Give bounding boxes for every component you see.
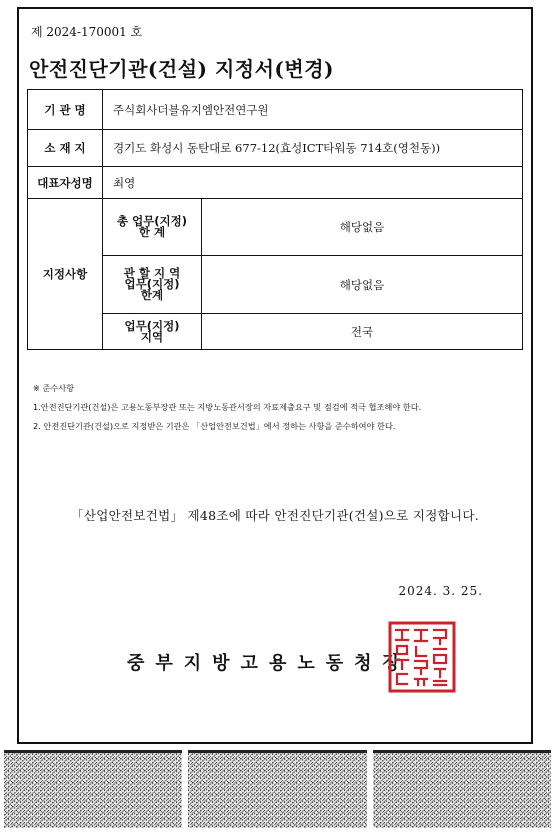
- row-address: [28, 130, 523, 167]
- designation-item-label: [103, 199, 202, 256]
- designation-item-value: 해당없음: [202, 199, 523, 256]
- rep-value: 최영: [103, 167, 523, 199]
- issuer-name: 중부지방고용노동청장: [127, 653, 411, 674]
- pattern-strip: [188, 750, 367, 828]
- page-title: 안전진단기관(건설) 지정서(변경): [29, 57, 334, 81]
- address-label: 소 재 지: [28, 130, 103, 167]
- compliance-notes: [33, 379, 421, 436]
- designation-label: 지정사항: [28, 199, 103, 350]
- label-line: 총 업무(지정): [116, 214, 188, 228]
- row-representative: [28, 167, 523, 199]
- org-value: 주식회사더블유지엠안전연구원: [103, 90, 523, 130]
- note-item: 1.안전진단기관(건설)은 고용노동부장관 또는 지방노동관서장의 자료제출요구 및 점검에 적극 협조해야 한다.: [33, 402, 422, 412]
- org-label: 기 관 명: [28, 90, 103, 130]
- row-org: [28, 90, 523, 130]
- rep-label: 대표자성명: [28, 167, 103, 199]
- label-line: 관 할 지 역: [123, 266, 181, 280]
- document-number: 제 2024-170001 호: [31, 25, 143, 39]
- label-line: 지역: [140, 329, 164, 344]
- note-item: 2. 안전진단기관(건설)으로 지정받은 기관은 「산업안전보건법」에서 정하는 사항을 준수하여야 한다.: [33, 421, 396, 431]
- address-value: 경기도 화성시 동탄대로 677-12(효성ICT타워동 714호(영천동)): [103, 130, 523, 167]
- row-designation-2: [28, 256, 523, 314]
- pattern-strip: [4, 750, 182, 828]
- designation-item-value: 전국: [202, 314, 523, 350]
- row-designation-3: [28, 314, 523, 350]
- info-table: [27, 89, 523, 350]
- designation-item-value: 해당없음: [202, 256, 523, 314]
- certificate: [17, 7, 533, 744]
- label-line: 업무(지정): [124, 277, 180, 291]
- label-line: 업무(지정): [124, 318, 180, 333]
- security-pattern-strips: [4, 750, 551, 828]
- label-line: 한계: [140, 288, 164, 302]
- designation-item-label: [103, 256, 202, 314]
- notes-heading: ※ 준수사항: [33, 383, 75, 393]
- row-designation-1: [28, 199, 523, 256]
- issue-date: 2024. 3. 25.: [398, 584, 483, 598]
- official-seal-icon: [388, 621, 456, 693]
- designation-statement: 「산업안전보건법」 제48조에 따라 안전진단기관(건설)으로 지정합니다.: [71, 508, 479, 523]
- designation-item-label: [103, 314, 202, 350]
- label-line: 한 계: [138, 225, 166, 239]
- pattern-strip: [373, 750, 551, 828]
